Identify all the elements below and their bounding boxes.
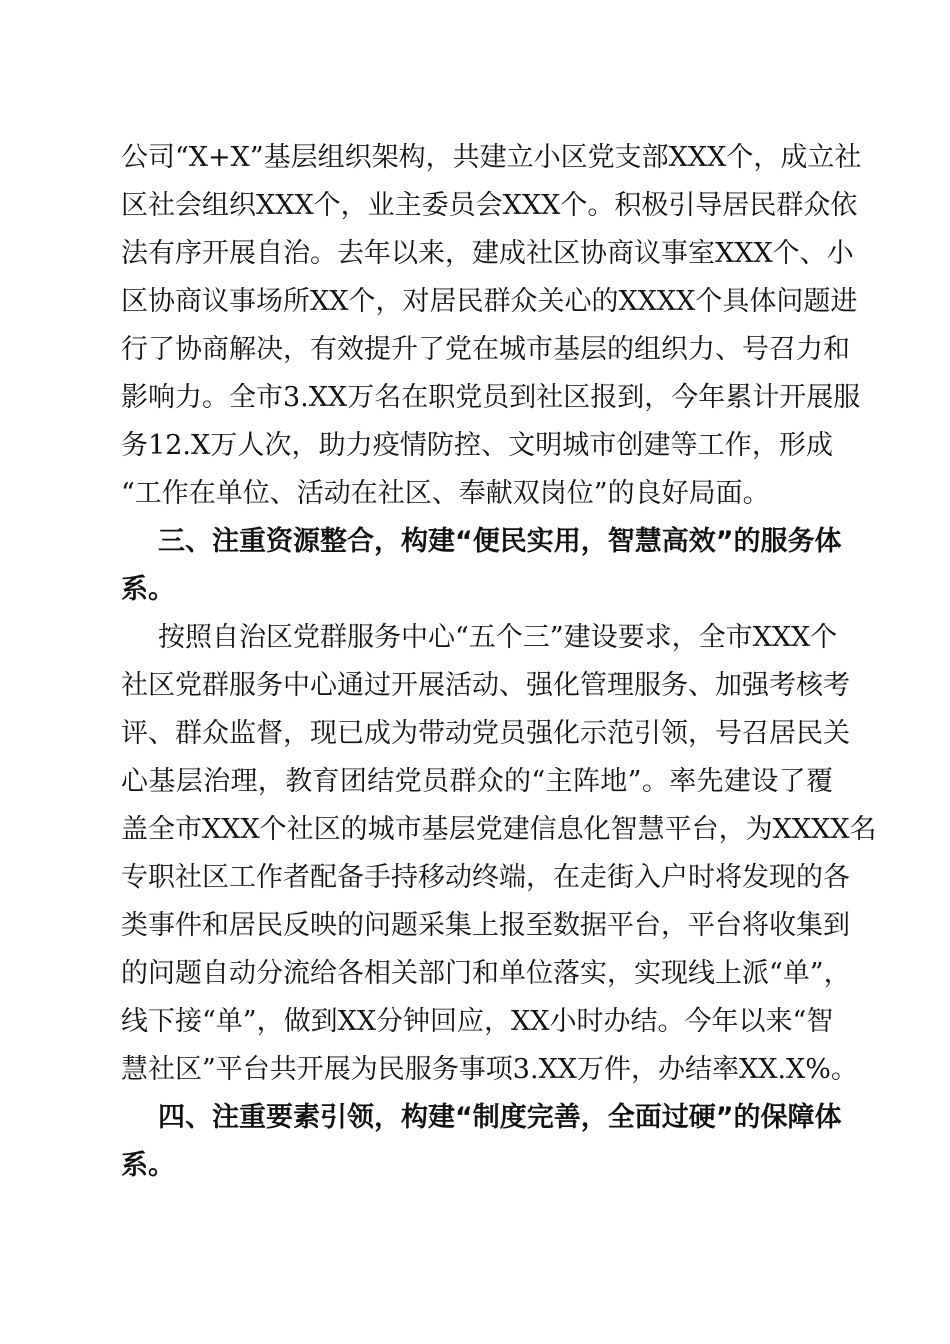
body-text-line: 评、群众监督，现已成为带动党员强化示范引领，号召居民关	[121, 718, 850, 749]
body-text-line: 按照自治区党群服务中心“五个三”建设要求，全市XXX个	[158, 622, 838, 653]
body-text-line: 公司“X+X”基层组织架构，共建立小区党支部XXX个，成立社	[121, 142, 862, 173]
body-text-line: 行了协商解决，有效提升了党在城市基层的组织力、号召力和	[121, 334, 850, 365]
body-text-line: 社区党群服务中心通过开展活动、强化管理服务、加强考核考	[121, 670, 850, 701]
body-text-line: 务12.X万人次，助力疫情防控、文明城市创建等工作，形成	[121, 430, 833, 461]
body-text-line: 类事件和居民反映的问题采集上报至数据平台，平台将收集到	[121, 910, 850, 941]
section-heading-3-continued: 系。	[121, 574, 175, 605]
section-heading-4-continued: 系。	[121, 1150, 175, 1181]
body-text-line: 影响力。全市3.XX万名在职党员到社区报到，今年累计开展服	[121, 382, 861, 413]
body-text-line: 专职社区工作者配备手持移动终端，在走街入户时将发现的各	[121, 862, 850, 893]
body-text-line: 区协商议事场所XX个，对居民群众关心的XXXX个具体问题进	[121, 286, 858, 317]
body-text-line: “工作在单位、活动在社区、奉献双岗位”的良好局面。	[121, 478, 770, 509]
section-heading-3: 三、注重资源整合，构建“便民实用，智慧高效”的服务体	[158, 526, 842, 557]
body-text-line: 心基层治理，教育团结党员群众的“主阵地”。率先建设了覆	[121, 766, 833, 797]
body-text-line: 慧社区”平台共开展为民服务事项3.XX万件，办结率XX.X%。	[121, 1054, 858, 1085]
body-text-line: 的问题自动分流给各相关部门和单位落实，实现线上派“单”，	[121, 958, 851, 989]
body-text-line: 线下接“单”，做到XX分钟回应，XX小时办结。今年以来“智	[121, 1006, 834, 1037]
body-text-line: 区社会组织XXX个，业主委员会XXX个。积极引导居民群众依	[121, 190, 858, 221]
section-heading-4: 四、注重要素引领，构建“制度完善，全面过硬”的保障体	[158, 1102, 842, 1133]
body-text-line: 盖全市XXX个社区的城市基层党建信息化智慧平台，为XXXX名	[121, 814, 877, 845]
body-text-line: 法有序开展自治。去年以来，建成社区协商议事室XXX个、小	[121, 238, 854, 269]
